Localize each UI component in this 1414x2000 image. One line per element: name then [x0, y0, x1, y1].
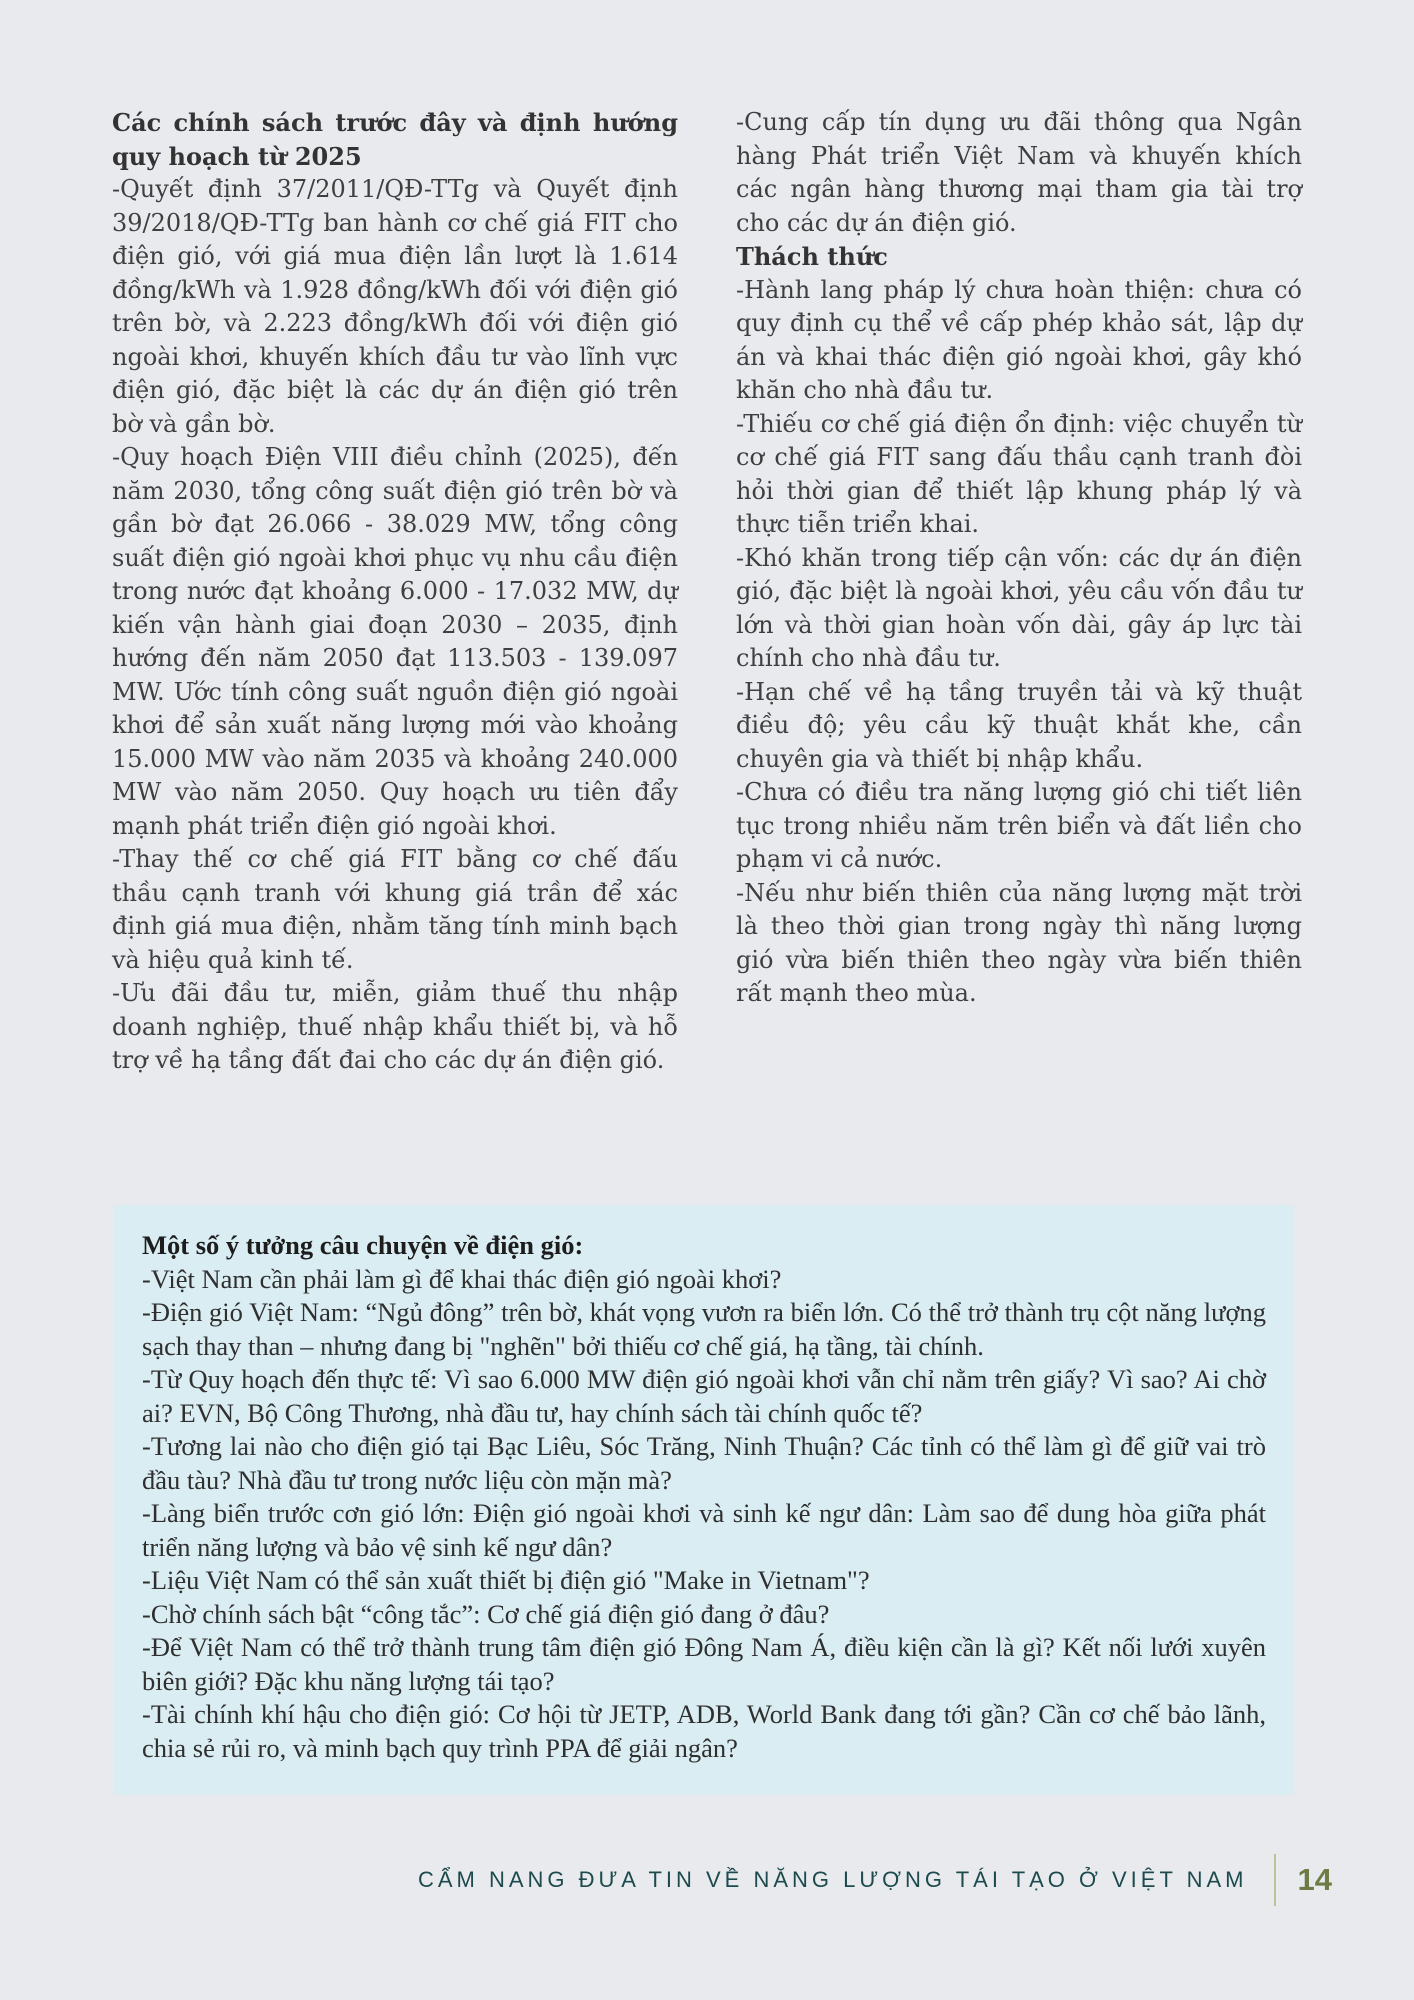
story-idea-item: -Việt Nam cần phải làm gì để khai thác điện gió ngoài khơi?: [142, 1263, 782, 1294]
story-idea-item: -Từ Quy hoạch đến thực tế: Vì sao 6.000 MW điện gió ngoài khơi vẫn chỉ nằm trên giấy? Vì sao? Ai chờ ai? EVN, Bộ Công Thương, nhà đầu tư, hay chính sách tài chính quốc tế?: [142, 1364, 1266, 1428]
paragraph: -Cung cấp tín dụng ưu đãi thông qua Ngân hàng Phát triển Việt Nam và khuyến khích các ngân hàng thương mại tham gia tài trợ cho các dự án điện gió.: [736, 108, 1302, 237]
story-idea-item: -Tương lai nào cho điện gió tại Bạc Liêu, Sóc Trăng, Ninh Thuận? Các tỉnh có thể làm gì để giữ vai trò đầu tàu? Nhà đầu tư trong nước liệu còn mặn mà?: [142, 1431, 1266, 1495]
page-number: 14: [1297, 1862, 1332, 1897]
paragraph: -Khó khăn trong tiếp cận vốn: các dự án điện gió, đặc biệt là ngoài khơi, yêu cầu vốn đầu tư lớn và thời gian hoàn vốn dài, gây áp lực tài chính cho nhà đầu tư.: [736, 543, 1302, 672]
story-idea-item: -Chờ chính sách bật “công tắc”: Cơ chế giá điện gió đang ở đâu?: [142, 1598, 830, 1629]
footer-divider: [1274, 1854, 1276, 1906]
left-column-heading: Các chính sách trước đây và định hướng quy hoạch từ 2025: [112, 108, 678, 171]
right-column: [736, 106, 1302, 1078]
story-idea-item: -Liệu Việt Nam có thể sản xuất thiết bị điện gió "Make in Vietnam"?: [142, 1565, 870, 1595]
paragraph: -Hành lang pháp lý chưa hoàn thiện: chưa có quy định cụ thể về cấp phép khảo sát, lập dự án và khai thác điện gió ngoài khơi, gây khó khăn cho nhà đầu tư.: [736, 275, 1302, 404]
paragraph: -Hạn chế về hạ tầng truyền tải và kỹ thuật điều độ; yêu cầu kỹ thuật khắt khe, cần chuyên gia và thiết bị nhập khẩu.: [736, 677, 1302, 773]
paragraph: -Nếu như biến thiên của năng lượng mặt trời là theo thời gian trong ngày thì năng lượng gió vừa biến thiên theo ngày vừa biến thiên rất mạnh theo mùa.: [736, 878, 1302, 1007]
two-column-body: [112, 106, 1302, 1078]
left-column: [112, 106, 678, 1078]
story-idea-item: -Điện gió Việt Nam: “Ngủ đông” trên bờ, khát vọng vươn ra biển lớn. Có thể trở thành trụ cột năng lượng sạch thay than – nhưng đang bị "nghẽn" bởi thiếu cơ chế giá, hạ tầng, tài chính.: [142, 1297, 1266, 1361]
challenges-heading: Thách thức: [736, 242, 888, 271]
story-idea-item: -Làng biển trước cơn gió lớn: Điện gió ngoài khơi và sinh kế ngư dân: Làm sao để dung hòa giữa phát triển năng lượng và bảo vệ sinh kế ngư dân?: [142, 1498, 1266, 1562]
story-ideas-title: Một số ý tưởng câu chuyện về điện gió:: [142, 1230, 584, 1260]
story-ideas-box: [114, 1205, 1294, 1795]
paragraph: -Quy hoạch Điện VIII điều chỉnh (2025), đến năm 2030, tổng công suất điện gió trên bờ và gần bờ đạt 26.066 - 38.029 MW, tổng công suất điện gió ngoài khơi phục vụ nhu cầu điện trong nước đạt khoảng 6.000 - 17.032 MW, dự kiến vận hành giai đoạn 2030 – 2035, định hướng đến năm 2050 đạt 113.503 - 139.097 MW. Ước tính công suất nguồn điện gió ngoài khơi để sản xuất năng lượng mới vào khoảng 15.000 MW vào năm 2035 và khoảng 240.000 MW vào năm 2050. Quy hoạch ưu tiên đẩy mạnh phát triển điện gió ngoài khơi.: [112, 443, 678, 840]
paragraph: -Thiếu cơ chế giá điện ổn định: việc chuyển từ cơ chế giá FIT sang đấu thầu cạnh tranh đòi hỏi thời gian để thiết lập khung pháp lý và thực tiễn triển khai.: [736, 409, 1302, 538]
page-footer: [418, 1848, 1332, 1912]
story-idea-item: -Để Việt Nam có thể trở thành trung tâm điện gió Đông Nam Á, điều kiện cần là gì? Kết nối lưới xuyên biên giới? Đặc khu năng lượng tái tạo?: [142, 1632, 1266, 1696]
story-idea-item: -Tài chính khí hậu cho điện gió: Cơ hội từ JETP, ADB, World Bank đang tới gần? Cần cơ chế bảo lãnh, chia sẻ rủi ro, và minh bạch quy trình PPA để giải ngân?: [142, 1699, 1266, 1763]
paragraph: -Quyết định 37/2011/QĐ-TTg và Quyết định 39/2018/QĐ-TTg ban hành cơ chế giá FIT cho điện gió, với giá mua điện lần lượt là 1.614 đồng/kWh và 1.928 đồng/kWh đối với điện gió trên bờ, và 2.223 đồng/kWh đối với điện gió ngoài khơi, khuyến khích đầu tư vào lĩnh vực điện gió, đặc biệt là các dự án điện gió trên bờ và gần bờ.: [112, 175, 678, 438]
paragraph: -Chưa có điều tra năng lượng gió chi tiết liên tục trong nhiều năm trên biển và đất liền cho phạm vi cả nước.: [736, 778, 1302, 873]
paragraph: -Thay thế cơ chế giá FIT bằng cơ chế đấu thầu cạnh tranh với khung giá trần để xác định giá mua điện, nhằm tăng tính minh bạch và hiệu quả kinh tế.: [112, 845, 678, 974]
footer-title: CẨM NANG ĐƯA TIN VỀ NĂNG LƯỢNG TÁI TẠO Ở VIỆT NAM: [417, 1867, 1248, 1892]
paragraph: -Ưu đãi đầu tư, miễn, giảm thuế thu nhập doanh nghiệp, thuế nhập khẩu thiết bị, và hỗ trợ về hạ tầng đất đai cho các dự án điện gió.: [112, 979, 678, 1074]
